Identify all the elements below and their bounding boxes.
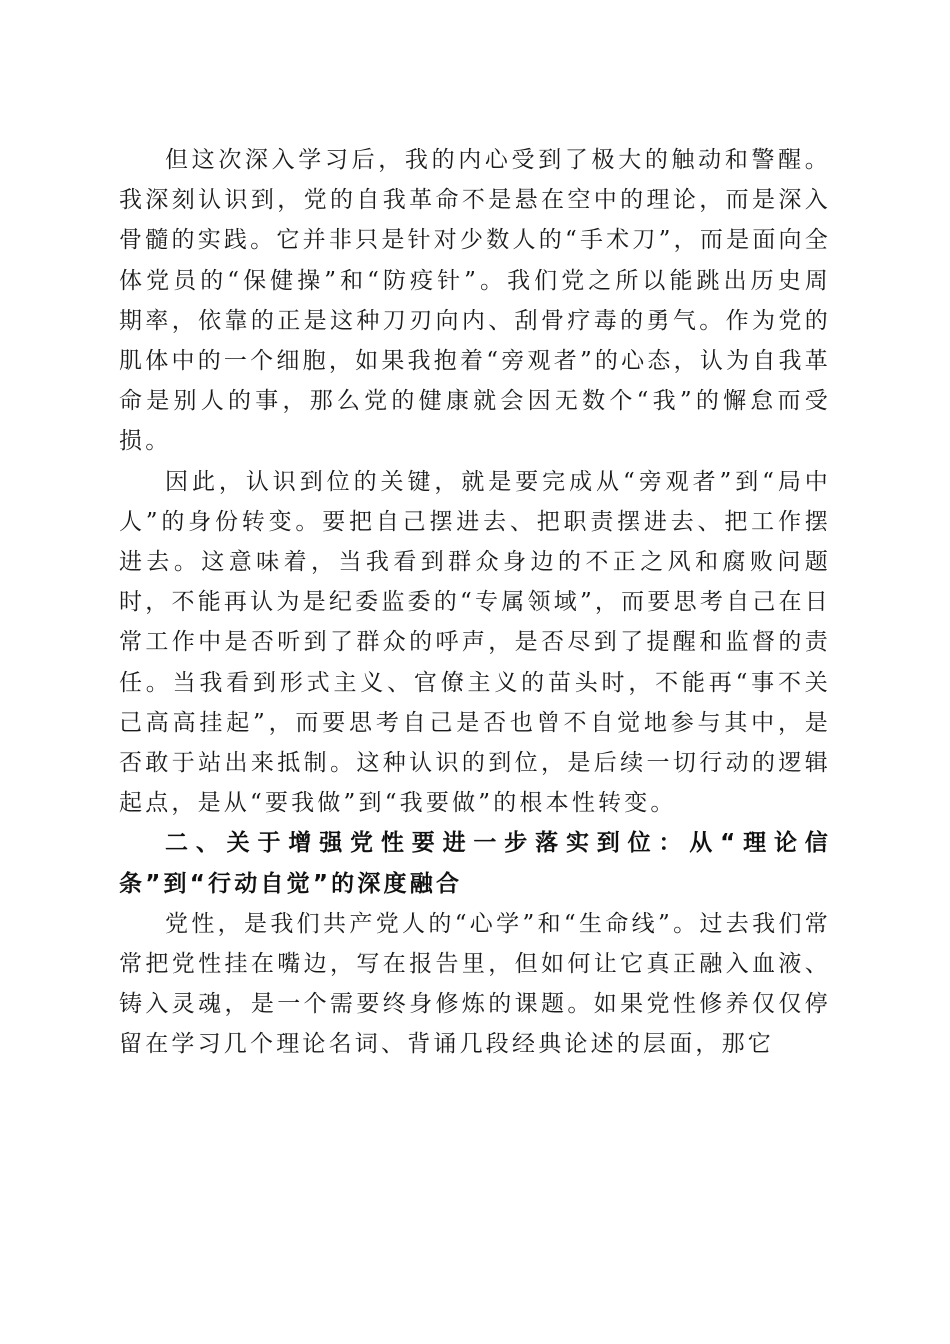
document-body — [119, 140, 831, 1065]
body-paragraph: 党性，是我们共产党人的“心学”和“生命线”。过去我们常常把党性挂在嘴边，写在报告里，但如何让它真正融入血液、铸入灵魂，是一个需要终身修炼的课题。如果党性修养仅仅停留在学习几个理论名词、背诵几段经典论述的层面，那它 — [119, 910, 831, 1058]
body-paragraph: 因此，认识到位的关键，就是要完成从“旁观者”到“局中人”的身份转变。要把自己摆进去、把职责摆进去、把工作摆进去。这意味着，当我看到群众身边的不正之风和腐败问题时，不能再认为是纪委监委的“专属领域”，而要思考自己在日常工作中是否听到了群众的呼声，是否尽到了提醒和监督的责任。当我看到形式主义、官僚主义的苗头时，不能再“事不关己高高挂起”，而要思考自己是否也曾不自觉地参与其中，是否敢于站出来抵制。这种认识的到位，是后续一切行动的逻辑起点，是从“要我做”到“我要做”的根本性转变。 — [119, 468, 831, 817]
body-paragraph: 但这次深入学习后，我的内心受到了极大的触动和警醒。我深刻认识到，党的自我革命不是悬在空中的理论，而是深入骨髓的实践。它并非只是针对少数人的“手术刀”，而是面向全体党员的“保健操”和“防疫针”。我们党之所以能跳出历史周期率，依靠的正是这种刀刃向内、刮骨疗毒的勇气。作为党的肌体中的一个细胞，如果我抱着“旁观者”的心态，认为自我革命是别人的事，那么党的健康就会因无数个“我”的懈怠而受损。 — [119, 147, 831, 455]
section-heading: 二、关于增强党性要进一步落实到位：从“理论信条”到“行动自觉”的深度融合 — [119, 830, 831, 897]
